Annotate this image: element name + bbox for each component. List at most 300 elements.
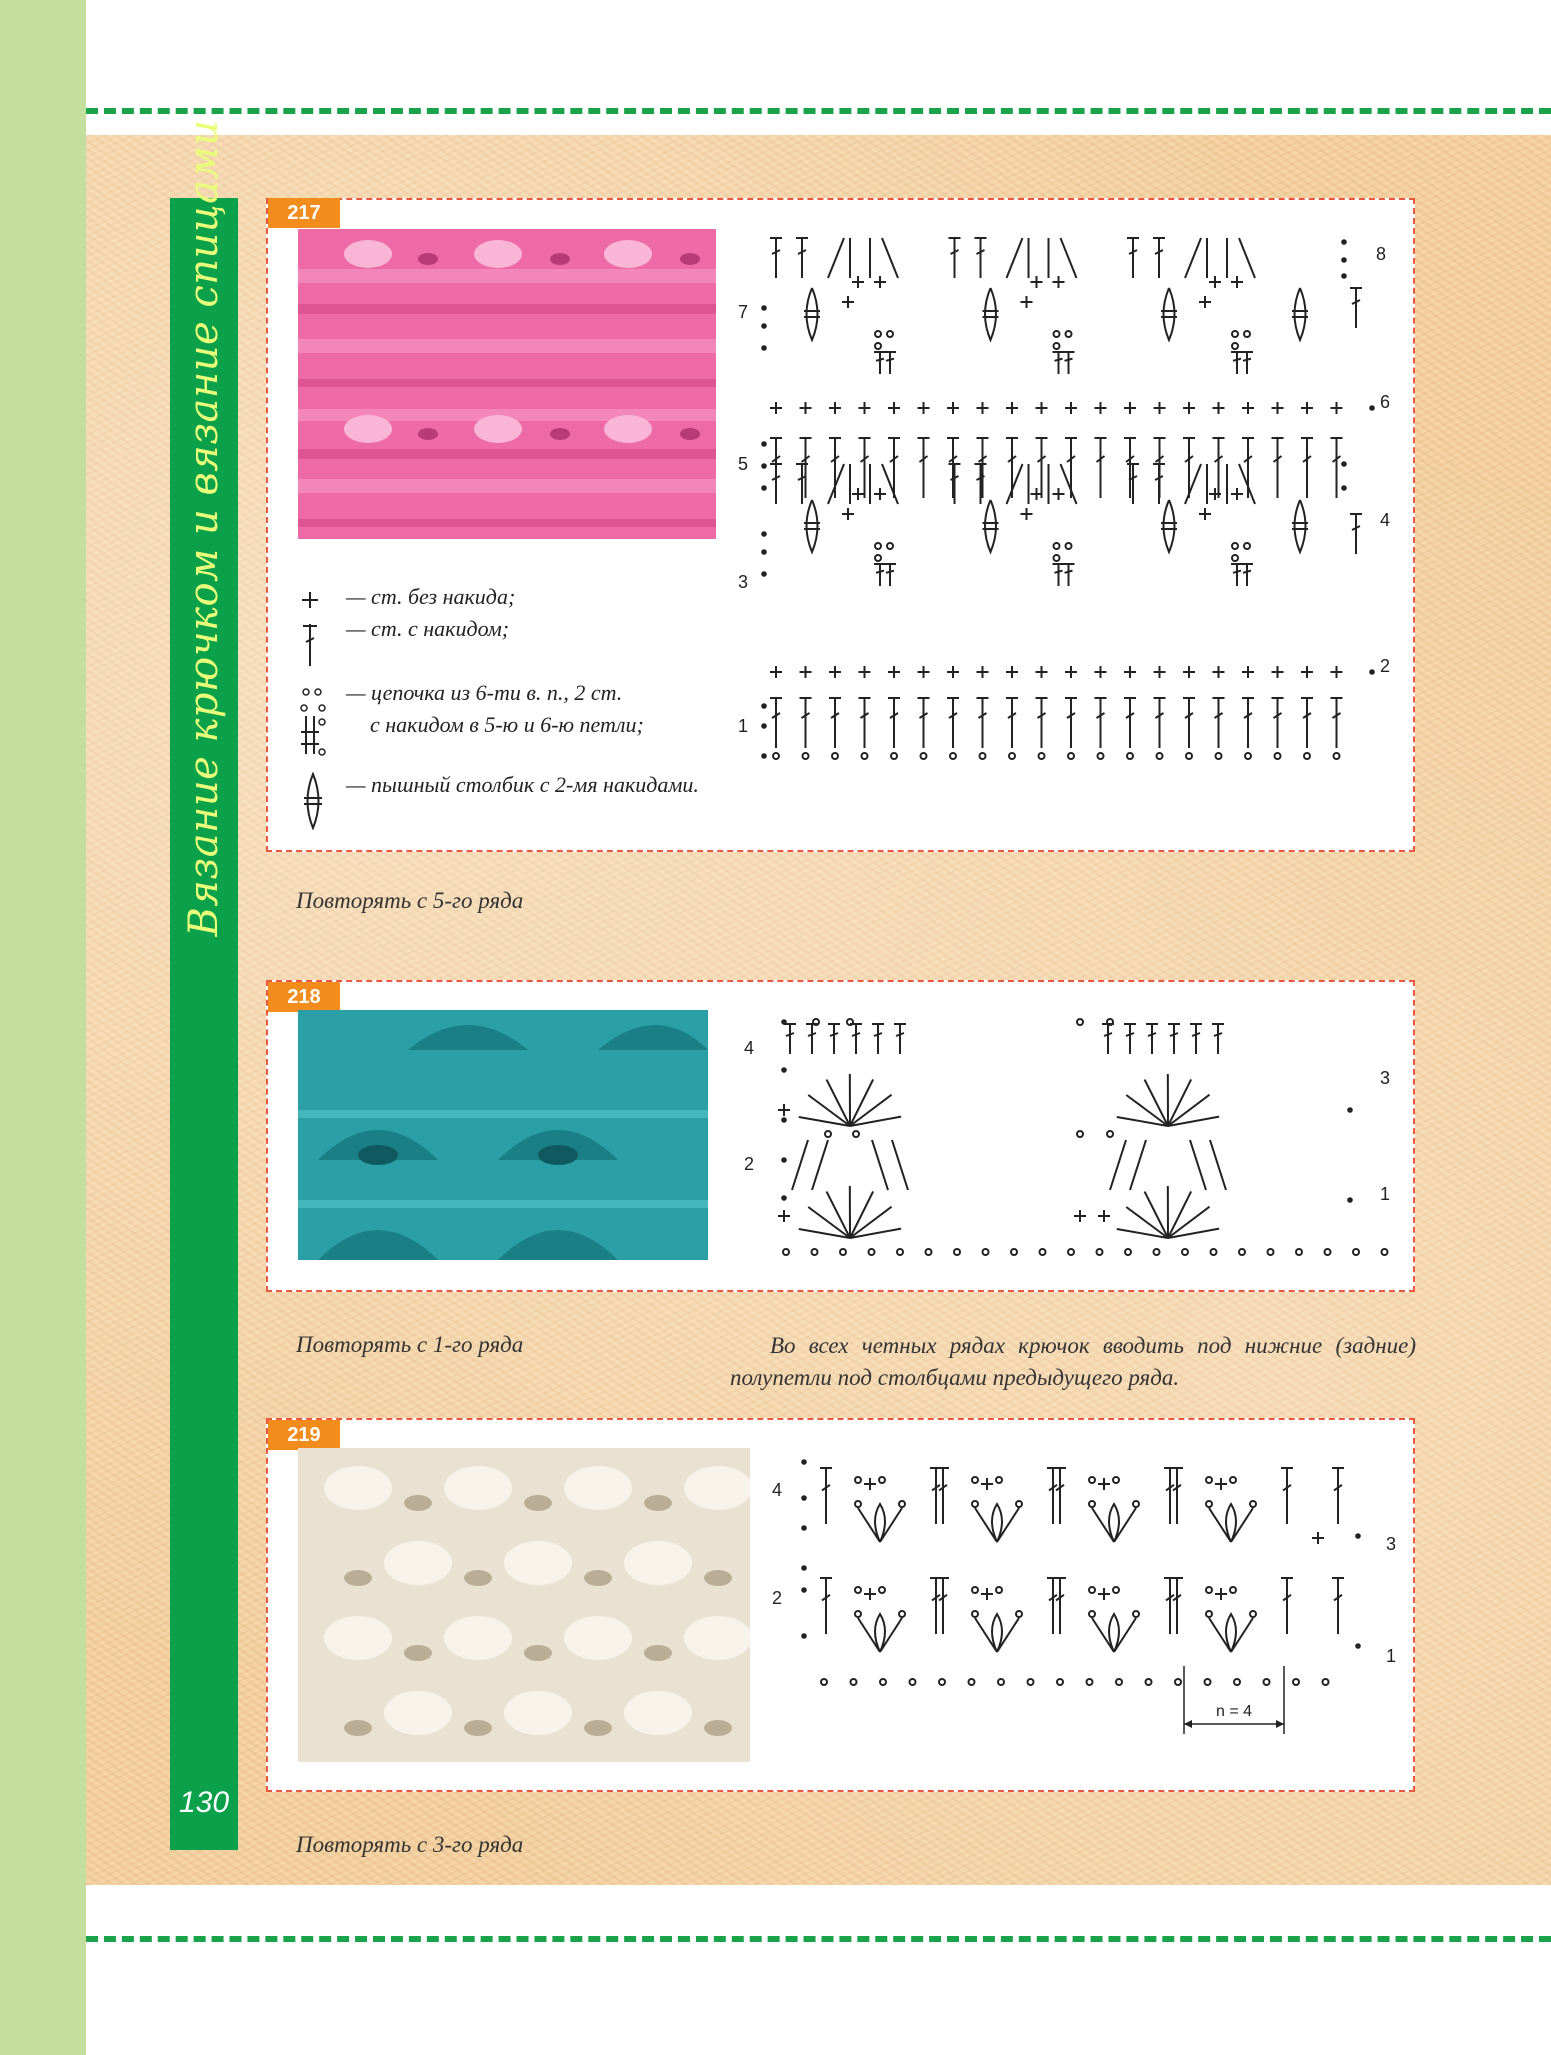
chart-chain xyxy=(1077,1019,1083,1025)
chart-double-crochet xyxy=(1153,238,1165,278)
chart-dot xyxy=(761,323,767,329)
chart-single-crochet xyxy=(1006,402,1018,414)
chart-double-crochet xyxy=(1301,698,1313,748)
chart-double-crochet xyxy=(770,238,782,278)
chart-double-crochet xyxy=(1281,1578,1293,1634)
chart-cluster-stitch xyxy=(858,1614,902,1652)
chart-chain xyxy=(954,1249,960,1255)
chart-chain xyxy=(1234,1679,1240,1685)
chart-double-crochet xyxy=(918,698,930,748)
chart-single-crochet xyxy=(1065,666,1077,678)
chart-slant-stitch xyxy=(1185,464,1201,504)
chart-chain xyxy=(1382,1249,1388,1255)
chart-dot xyxy=(1341,485,1347,491)
chart-slant-stitch xyxy=(882,238,898,278)
chart-cluster-stitch xyxy=(1209,1614,1253,1652)
chart-chain xyxy=(1113,1587,1119,1593)
chart-chain xyxy=(1206,1611,1212,1617)
chart-fan-stitch xyxy=(1168,1191,1191,1238)
chart-dot xyxy=(761,441,767,447)
chart-dot xyxy=(801,1525,807,1531)
row-number: 4 xyxy=(1380,510,1390,530)
chart-double-crochet xyxy=(1047,1578,1059,1634)
chart-double-crochet xyxy=(829,438,841,498)
chart-slant-stitch xyxy=(1110,1140,1126,1190)
pattern-218-photo xyxy=(298,1010,708,1260)
chart-double-crochet xyxy=(1127,238,1139,278)
chart-chain xyxy=(1206,1477,1212,1483)
chart-chain xyxy=(1296,1249,1302,1255)
chart-single-crochet xyxy=(800,402,812,414)
chart-chain xyxy=(1016,1501,1022,1507)
chart-cluster-stitch xyxy=(1092,1504,1136,1542)
chart-chain xyxy=(998,1679,1004,1685)
chart-chain xyxy=(1089,1477,1095,1483)
row-number: 3 xyxy=(1385,1534,1396,1554)
row-number: 5 xyxy=(738,454,749,474)
row-number: 1 xyxy=(1380,1184,1390,1204)
chart-double-crochet xyxy=(894,1024,906,1054)
chart-chain xyxy=(783,1249,789,1255)
chart-single-crochet xyxy=(1095,402,1107,414)
chart-chain xyxy=(1268,1249,1274,1255)
chart-chain xyxy=(1250,1501,1256,1507)
chart-dot xyxy=(1369,405,1375,411)
chart-double-crochet xyxy=(1231,564,1243,586)
chart-single-crochet xyxy=(947,402,959,414)
row-number: 2 xyxy=(1380,656,1390,676)
pattern-218-caption: Повторять с 1-го ряда xyxy=(296,1332,524,1357)
chart-slant-stitch xyxy=(1007,238,1023,278)
chart-single-crochet xyxy=(1331,402,1343,414)
chart-double-crochet xyxy=(1242,698,1254,748)
chart-double-crochet xyxy=(1053,564,1065,586)
chart-double-crochet xyxy=(1006,438,1018,498)
chart-double-crochet xyxy=(1190,1024,1202,1054)
pattern-217-diagram xyxy=(730,220,1390,780)
chart-chain xyxy=(1089,1611,1095,1617)
chart-chain xyxy=(1325,1249,1331,1255)
chart-chain xyxy=(1054,555,1060,561)
chart-double-crochet xyxy=(1065,698,1077,748)
chart-single-crochet xyxy=(1021,296,1033,308)
chart-slant-stitch xyxy=(812,1140,828,1190)
chart-single-crochet xyxy=(981,1588,993,1600)
chart-double-crochet xyxy=(1171,1578,1183,1634)
chart-puff-stitch xyxy=(1292,288,1308,340)
puff-stitch-icon xyxy=(300,772,326,830)
chart-double-crochet xyxy=(1332,1578,1344,1634)
chart-dot xyxy=(801,1495,807,1501)
chart-chain xyxy=(1054,343,1060,349)
chart-single-crochet xyxy=(842,296,854,308)
chart-double-crochet xyxy=(829,698,841,748)
chart-chain xyxy=(926,1249,932,1255)
chart-chain xyxy=(1133,1501,1139,1507)
chart-chain xyxy=(887,543,893,549)
chart-chain xyxy=(1304,753,1310,759)
row-number: 8 xyxy=(1376,244,1387,264)
chart-single-crochet xyxy=(1183,666,1195,678)
chart-double-crochet xyxy=(800,698,812,748)
chart-double-crochet xyxy=(859,438,871,498)
chart-single-crochet xyxy=(1053,276,1065,288)
chart-chain xyxy=(1334,753,1340,759)
chart-chain xyxy=(972,1587,978,1593)
row-number: 6 xyxy=(1380,392,1390,412)
chart-chain xyxy=(939,1679,945,1685)
chart-dot xyxy=(1369,669,1375,675)
chart-chain xyxy=(921,753,927,759)
chart-single-crochet xyxy=(1031,276,1043,288)
chart-double-crochet xyxy=(1241,564,1253,586)
chart-dot xyxy=(1347,1107,1353,1113)
chart-chain xyxy=(847,1019,853,1025)
chart-dot xyxy=(781,1195,787,1201)
chart-single-crochet xyxy=(1098,1588,1110,1600)
row-number: 2 xyxy=(772,1588,783,1608)
chart-single-crochet xyxy=(1124,402,1136,414)
chart-chain xyxy=(773,753,779,759)
chart-chain xyxy=(880,1679,886,1685)
chart-chain xyxy=(1097,1249,1103,1255)
chart-double-crochet xyxy=(937,1578,949,1634)
chart-chain xyxy=(910,1679,916,1685)
chart-single-crochet xyxy=(888,666,900,678)
chart-single-crochet xyxy=(859,666,871,678)
chart-single-crochet xyxy=(1006,666,1018,678)
chart-double-crochet xyxy=(1124,698,1136,748)
chart-chain xyxy=(1275,753,1281,759)
chart-chain xyxy=(1077,1131,1083,1137)
chart-chain xyxy=(875,343,881,349)
chart-chain xyxy=(853,1131,859,1137)
chart-single-crochet xyxy=(1301,666,1313,678)
legend-double-crochet: — ст. с накидом; xyxy=(346,616,510,641)
chart-chain xyxy=(862,753,868,759)
chart-chain xyxy=(1133,1611,1139,1617)
chart-double-crochet xyxy=(930,1468,942,1524)
chart-puff-stitch xyxy=(1292,500,1308,552)
chart-chain xyxy=(1089,1501,1095,1507)
chart-chain xyxy=(1028,1679,1034,1685)
chart-single-crochet xyxy=(829,402,841,414)
chart-double-crochet xyxy=(1331,438,1343,498)
chart-cluster-stitch xyxy=(975,1504,1019,1542)
chart-chain xyxy=(1107,1019,1113,1025)
chart-double-crochet xyxy=(1063,564,1075,586)
chart-single-crochet xyxy=(1124,666,1136,678)
chart-double-crochet xyxy=(1212,1024,1224,1054)
chart-double-crochet xyxy=(1095,698,1107,748)
row-number: 4 xyxy=(744,1038,755,1058)
chart-dot xyxy=(1347,1197,1353,1203)
chart-slant-stitch xyxy=(1210,1140,1226,1190)
chart-slant-stitch xyxy=(1007,464,1023,504)
chart-double-crochet xyxy=(1063,352,1075,374)
chart-chain xyxy=(855,1611,861,1617)
chart-chain xyxy=(1068,753,1074,759)
chart-dot xyxy=(761,753,767,759)
chart-cluster-stitch xyxy=(858,1504,902,1542)
chart-double-crochet xyxy=(874,564,886,586)
chart-chain xyxy=(891,753,897,759)
chart-double-crochet xyxy=(872,1024,884,1054)
chart-dot xyxy=(761,345,767,351)
double-crochet-icon xyxy=(298,620,322,670)
chart-double-crochet xyxy=(770,698,782,748)
chart-double-crochet xyxy=(947,698,959,748)
chart-chain xyxy=(1293,1679,1299,1685)
chart-fan-stitch xyxy=(1168,1079,1191,1126)
plus-icon xyxy=(298,588,322,612)
chart-single-crochet xyxy=(770,402,782,414)
chart-double-crochet xyxy=(1350,288,1362,328)
chart-double-crochet xyxy=(937,1468,949,1524)
chart-chain xyxy=(875,555,881,561)
chart-double-crochet xyxy=(930,1578,942,1634)
chart-chain xyxy=(1264,1679,1270,1685)
chart-chain xyxy=(996,1587,1002,1593)
chart-single-crochet xyxy=(1231,276,1243,288)
chart-single-crochet xyxy=(1331,666,1343,678)
chart-puff-stitch xyxy=(1161,288,1177,340)
chart-dot xyxy=(781,1157,787,1163)
chart-chain xyxy=(1186,753,1192,759)
chart-chain xyxy=(1113,1477,1119,1483)
chart-chain xyxy=(1066,331,1072,337)
chart-slant-stitch xyxy=(1130,1140,1146,1190)
chart-double-crochet xyxy=(1127,464,1139,504)
chart-single-crochet xyxy=(1095,666,1107,678)
chart-chain xyxy=(1244,331,1250,337)
chart-single-crochet xyxy=(1231,488,1243,500)
chart-double-crochet xyxy=(1006,698,1018,748)
chart-single-crochet xyxy=(1312,1532,1324,1544)
chart-single-crochet xyxy=(947,666,959,678)
chart-chain xyxy=(1353,1249,1359,1255)
chart-chain xyxy=(832,753,838,759)
chart-slant-stitch xyxy=(1239,238,1255,278)
pattern-badge-218: 218 xyxy=(268,982,340,1012)
chart-chain xyxy=(1239,1249,1245,1255)
chart-single-crochet xyxy=(977,402,989,414)
chart-chain xyxy=(855,1501,861,1507)
chart-double-crochet xyxy=(1272,698,1284,748)
chart-single-crochet xyxy=(1098,1210,1110,1222)
chart-chain xyxy=(1250,1611,1256,1617)
chart-fan-stitch xyxy=(827,1080,850,1126)
chart-dot xyxy=(801,1565,807,1571)
chart-slant-stitch xyxy=(1190,1140,1206,1190)
top-dashed-line xyxy=(86,108,1551,114)
chart-single-crochet xyxy=(1215,1478,1227,1490)
legend-chain-line-2: с накидом в 5-ю и 6-ю петли; xyxy=(370,712,644,737)
chart-chain xyxy=(972,1501,978,1507)
chart-dot xyxy=(761,463,767,469)
chart-double-crochet xyxy=(1124,1024,1136,1054)
chart-chain xyxy=(1232,331,1238,337)
chart-double-crochet xyxy=(1036,698,1048,748)
chart-chain xyxy=(1098,753,1104,759)
chart-fan-stitch xyxy=(1145,1192,1168,1238)
chart-chain xyxy=(1157,753,1163,759)
chart-chain xyxy=(1245,753,1251,759)
chart-chain xyxy=(855,1477,861,1483)
chart-double-crochet xyxy=(1213,698,1225,748)
chart-dot xyxy=(1341,273,1347,279)
chart-double-crochet xyxy=(828,1024,840,1054)
chart-dot xyxy=(761,723,767,729)
chart-double-crochet xyxy=(1047,1468,1059,1524)
chart-slant-stitch xyxy=(882,464,898,504)
chart-slant-stitch xyxy=(872,1140,888,1190)
chart-double-crochet xyxy=(1183,438,1195,498)
chart-fan-stitch xyxy=(827,1192,850,1238)
chart-dot xyxy=(801,1587,807,1593)
chain-cluster-icon xyxy=(296,680,336,760)
chart-chain xyxy=(1009,753,1015,759)
chart-double-crochet xyxy=(884,564,896,586)
pattern-218-note: Во всех четных рядах крючок вводить под нижние (задние) полупетли под столбцами предыдущего ряда. xyxy=(730,1333,1416,1390)
chart-chain xyxy=(1205,1679,1211,1685)
chart-chain xyxy=(1182,1249,1188,1255)
chart-chain xyxy=(980,753,986,759)
chart-chain xyxy=(1066,543,1072,549)
chart-single-crochet xyxy=(1074,1210,1086,1222)
chart-single-crochet xyxy=(1154,402,1166,414)
chart-double-crochet xyxy=(1102,1024,1114,1054)
chart-double-crochet xyxy=(1065,438,1077,498)
chart-double-crochet xyxy=(1146,1024,1158,1054)
pattern-219-photo xyxy=(298,1448,750,1762)
chart-dot xyxy=(801,1633,807,1639)
chart-dot xyxy=(761,703,767,709)
chart-dot xyxy=(761,571,767,577)
chart-single-crochet xyxy=(918,666,930,678)
chart-dot xyxy=(761,531,767,537)
chart-chain xyxy=(897,1249,903,1255)
chart-dot xyxy=(761,305,767,311)
pattern-217-photo xyxy=(298,229,716,539)
chart-single-crochet xyxy=(1036,402,1048,414)
chart-double-crochet xyxy=(796,238,808,278)
chart-chain xyxy=(1054,543,1060,549)
chart-single-crochet xyxy=(1209,276,1221,288)
chart-single-crochet xyxy=(778,1210,790,1222)
chart-chain xyxy=(1216,753,1222,759)
chart-chain xyxy=(1125,1249,1131,1255)
chart-chain xyxy=(1206,1501,1212,1507)
chart-cluster-stitch xyxy=(1209,1504,1253,1542)
chart-double-crochet xyxy=(884,352,896,374)
chart-double-crochet xyxy=(1171,1468,1183,1524)
chart-double-crochet xyxy=(975,238,987,278)
chart-chain xyxy=(869,1249,875,1255)
chart-chain xyxy=(1323,1679,1329,1685)
chart-chain xyxy=(1230,1477,1236,1483)
chart-dot xyxy=(761,485,767,491)
chart-chain xyxy=(1146,1679,1152,1685)
chart-single-crochet xyxy=(888,402,900,414)
chart-slant-stitch xyxy=(828,238,844,278)
chart-double-crochet xyxy=(1154,698,1166,748)
chart-fan-stitch xyxy=(850,1191,873,1238)
chart-chain xyxy=(1089,1587,1095,1593)
chart-chain xyxy=(840,1249,846,1255)
chart-single-crochet xyxy=(1021,508,1033,520)
chart-single-crochet xyxy=(1272,402,1284,414)
repeat-label: n = 4 xyxy=(1215,1703,1253,1720)
chart-double-crochet xyxy=(806,1024,818,1054)
chart-slant-stitch xyxy=(892,1140,908,1190)
chart-slant-stitch xyxy=(1061,238,1077,278)
chart-chain xyxy=(1016,1611,1022,1617)
chart-single-crochet xyxy=(800,666,812,678)
chart-slant-stitch xyxy=(792,1140,808,1190)
chart-double-crochet xyxy=(949,464,961,504)
chart-single-crochet xyxy=(1183,402,1195,414)
chart-chain xyxy=(899,1611,905,1617)
chart-single-crochet xyxy=(864,1588,876,1600)
row-number: 4 xyxy=(772,1480,783,1500)
chart-double-crochet xyxy=(1332,1468,1344,1524)
chart-chain xyxy=(969,1679,975,1685)
chart-double-crochet xyxy=(1242,438,1254,498)
chart-chain xyxy=(1040,1249,1046,1255)
chart-double-crochet xyxy=(820,1468,832,1524)
chart-chain xyxy=(1116,1679,1122,1685)
chart-double-crochet xyxy=(1301,438,1313,498)
chart-double-crochet xyxy=(1054,1578,1066,1634)
chart-single-crochet xyxy=(977,666,989,678)
chart-single-crochet xyxy=(1154,666,1166,678)
chart-dot xyxy=(1341,461,1347,467)
chart-double-crochet xyxy=(1124,438,1136,498)
chart-double-crochet xyxy=(1164,1578,1176,1634)
bottom-dashed-line xyxy=(86,1936,1551,1942)
chart-double-crochet xyxy=(820,1578,832,1634)
chart-double-crochet xyxy=(1183,698,1195,748)
chart-single-crochet xyxy=(859,402,871,414)
chart-slant-stitch xyxy=(1185,238,1201,278)
legend-puff-stitch: — пышный столбик с 2-мя накидами. xyxy=(346,772,699,797)
chart-single-crochet xyxy=(1199,296,1211,308)
chart-single-crochet xyxy=(852,276,864,288)
chart-double-crochet xyxy=(874,352,886,374)
chart-chain xyxy=(1244,543,1250,549)
chart-cluster-stitch xyxy=(1092,1614,1136,1652)
chart-double-crochet xyxy=(1350,514,1362,554)
chart-chain xyxy=(1211,1249,1217,1255)
chart-chain xyxy=(1154,1249,1160,1255)
chart-single-crochet xyxy=(874,488,886,500)
chart-double-crochet xyxy=(918,438,930,498)
row-number: 2 xyxy=(744,1154,755,1174)
chart-chain xyxy=(899,1501,905,1507)
chart-puff-stitch xyxy=(804,288,820,340)
chart-single-crochet xyxy=(1242,666,1254,678)
chart-chain xyxy=(950,753,956,759)
chart-slant-stitch xyxy=(1061,464,1077,504)
chart-chain xyxy=(875,331,881,337)
chart-chain xyxy=(1127,753,1133,759)
chart-chain xyxy=(1087,1679,1093,1685)
chart-single-crochet xyxy=(1098,1478,1110,1490)
chart-chain xyxy=(1054,331,1060,337)
chart-single-crochet xyxy=(1199,508,1211,520)
chart-puff-stitch xyxy=(1161,500,1177,552)
